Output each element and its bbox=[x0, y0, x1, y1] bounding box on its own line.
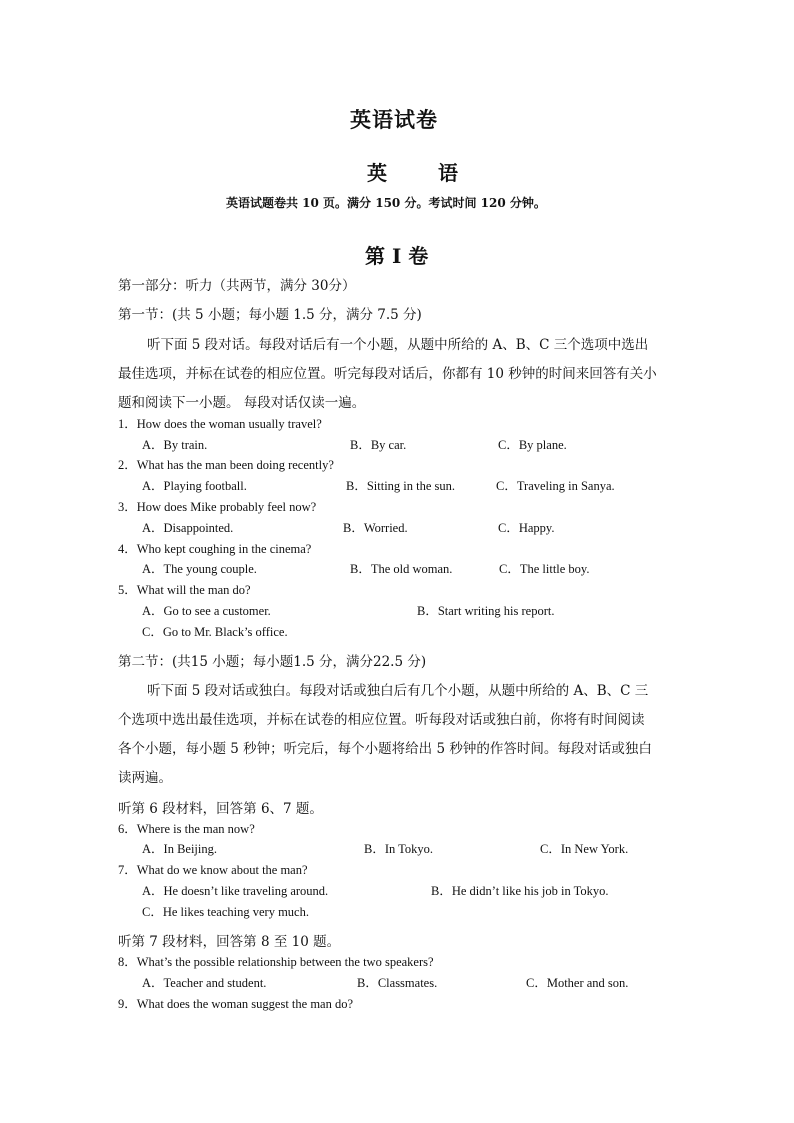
material-6-heading: 听第 6 段材料，回答第 6、7 题。 bbox=[118, 801, 323, 817]
question-9: 9．What does the woman suggest the man do? bbox=[118, 997, 354, 1011]
question-5: 5．What will the man do? bbox=[118, 583, 251, 597]
option-a: A．Go to see a customer. bbox=[142, 604, 271, 618]
section2-heading: 第二节：(共15 小题；每小题1.5 分，满分22.5 分) bbox=[118, 654, 427, 670]
page-title: 英语试卷 bbox=[350, 107, 438, 132]
option-c: C．Go to Mr. Black’s office. bbox=[142, 625, 288, 639]
option-b: B．Classmates. bbox=[357, 976, 438, 990]
section2-instructions-line: 读两遍。 bbox=[118, 770, 172, 786]
section1-instructions-line: 题和阅读下一小题。 每段对话仅读一遍。 bbox=[118, 395, 366, 411]
question-4: 4．Who kept coughing in the cinema? bbox=[118, 542, 312, 556]
option-b: B．Worried. bbox=[343, 521, 408, 535]
option-c: C．Traveling in Sanya. bbox=[496, 479, 615, 493]
section1-instructions-line: 最佳选项，并标在试卷的相应位置。听完每段对话后，你都有 10 秒钟的时间来回答有关小 bbox=[118, 366, 657, 382]
option-c: C．The little boy. bbox=[499, 562, 590, 576]
option-b: B．By car. bbox=[350, 438, 407, 452]
option-c: C．By plane. bbox=[498, 438, 567, 452]
option-a: A．He doesn’t like traveling around. bbox=[142, 884, 329, 898]
question-3: 3．How does Mike probably feel now? bbox=[118, 500, 317, 514]
question-1: 1．How does the woman usually travel? bbox=[118, 417, 322, 431]
section2-instructions-line: 个选项中选出最佳选项，并标在试卷的相应位置。听每段对话或独白前，你将有时间阅读 bbox=[118, 712, 645, 728]
option-c: C．Mother and son. bbox=[526, 976, 629, 990]
section2-instructions-line: 听下面 5 段对话或独白。每段对话或独白后有几个小题，从题中所给的 A、B、C 三 bbox=[147, 683, 649, 699]
option-c: C．Happy. bbox=[498, 521, 555, 535]
option-a: A．Playing football. bbox=[142, 479, 247, 493]
option-a: A．By train. bbox=[142, 438, 208, 452]
section1-heading: 第一节：(共 5 小题；每小题 1.5 分，满分 7.5 分) bbox=[118, 307, 422, 323]
volume-title: 第 I 卷 bbox=[365, 244, 429, 268]
question-8: 8．What’s the possible relationship between the two speakers? bbox=[118, 955, 434, 969]
material-7-heading: 听第 7 段材料，回答第 8 至 10 题。 bbox=[118, 934, 341, 950]
question-6: 6．Where is the man now? bbox=[118, 822, 255, 836]
option-b: B．He didn’t like his job in Tokyo. bbox=[431, 884, 609, 898]
section2-instructions-line: 各个小题，每小题 5 秒钟；听完后，每个小题将给出 5 秒钟的作答时间。每段对话或独白 bbox=[118, 741, 652, 757]
part1-heading: 第一部分：听力（共两节，满分 30分） bbox=[118, 278, 356, 294]
subject-title: 英 语 bbox=[367, 161, 480, 185]
question-2: 2．What has the man been doing recently? bbox=[118, 458, 334, 472]
option-b: B．Start writing his report. bbox=[417, 604, 555, 618]
option-b: B．The old woman. bbox=[350, 562, 453, 576]
option-a: A．The young couple. bbox=[142, 562, 257, 576]
option-a: A．Disappointed. bbox=[142, 521, 234, 535]
option-c: C．In New York. bbox=[540, 842, 629, 856]
option-a: A．In Beijing. bbox=[142, 842, 217, 856]
option-c: C．He likes teaching very much. bbox=[142, 905, 309, 919]
section1-instructions-line: 听下面 5 段对话。每段对话后有一个小题，从题中所给的 A、B、C 三个选项中选出 bbox=[147, 337, 649, 353]
exam-info: 英语试题卷共 10 页。满分 150 分。考试时间 120 分钟。 bbox=[226, 196, 546, 210]
option-b: B．Sitting in the sun. bbox=[346, 479, 456, 493]
option-a: A．Teacher and student. bbox=[142, 976, 267, 990]
question-7: 7．What do we know about the man? bbox=[118, 863, 308, 877]
option-b: B．In Tokyo. bbox=[364, 842, 434, 856]
